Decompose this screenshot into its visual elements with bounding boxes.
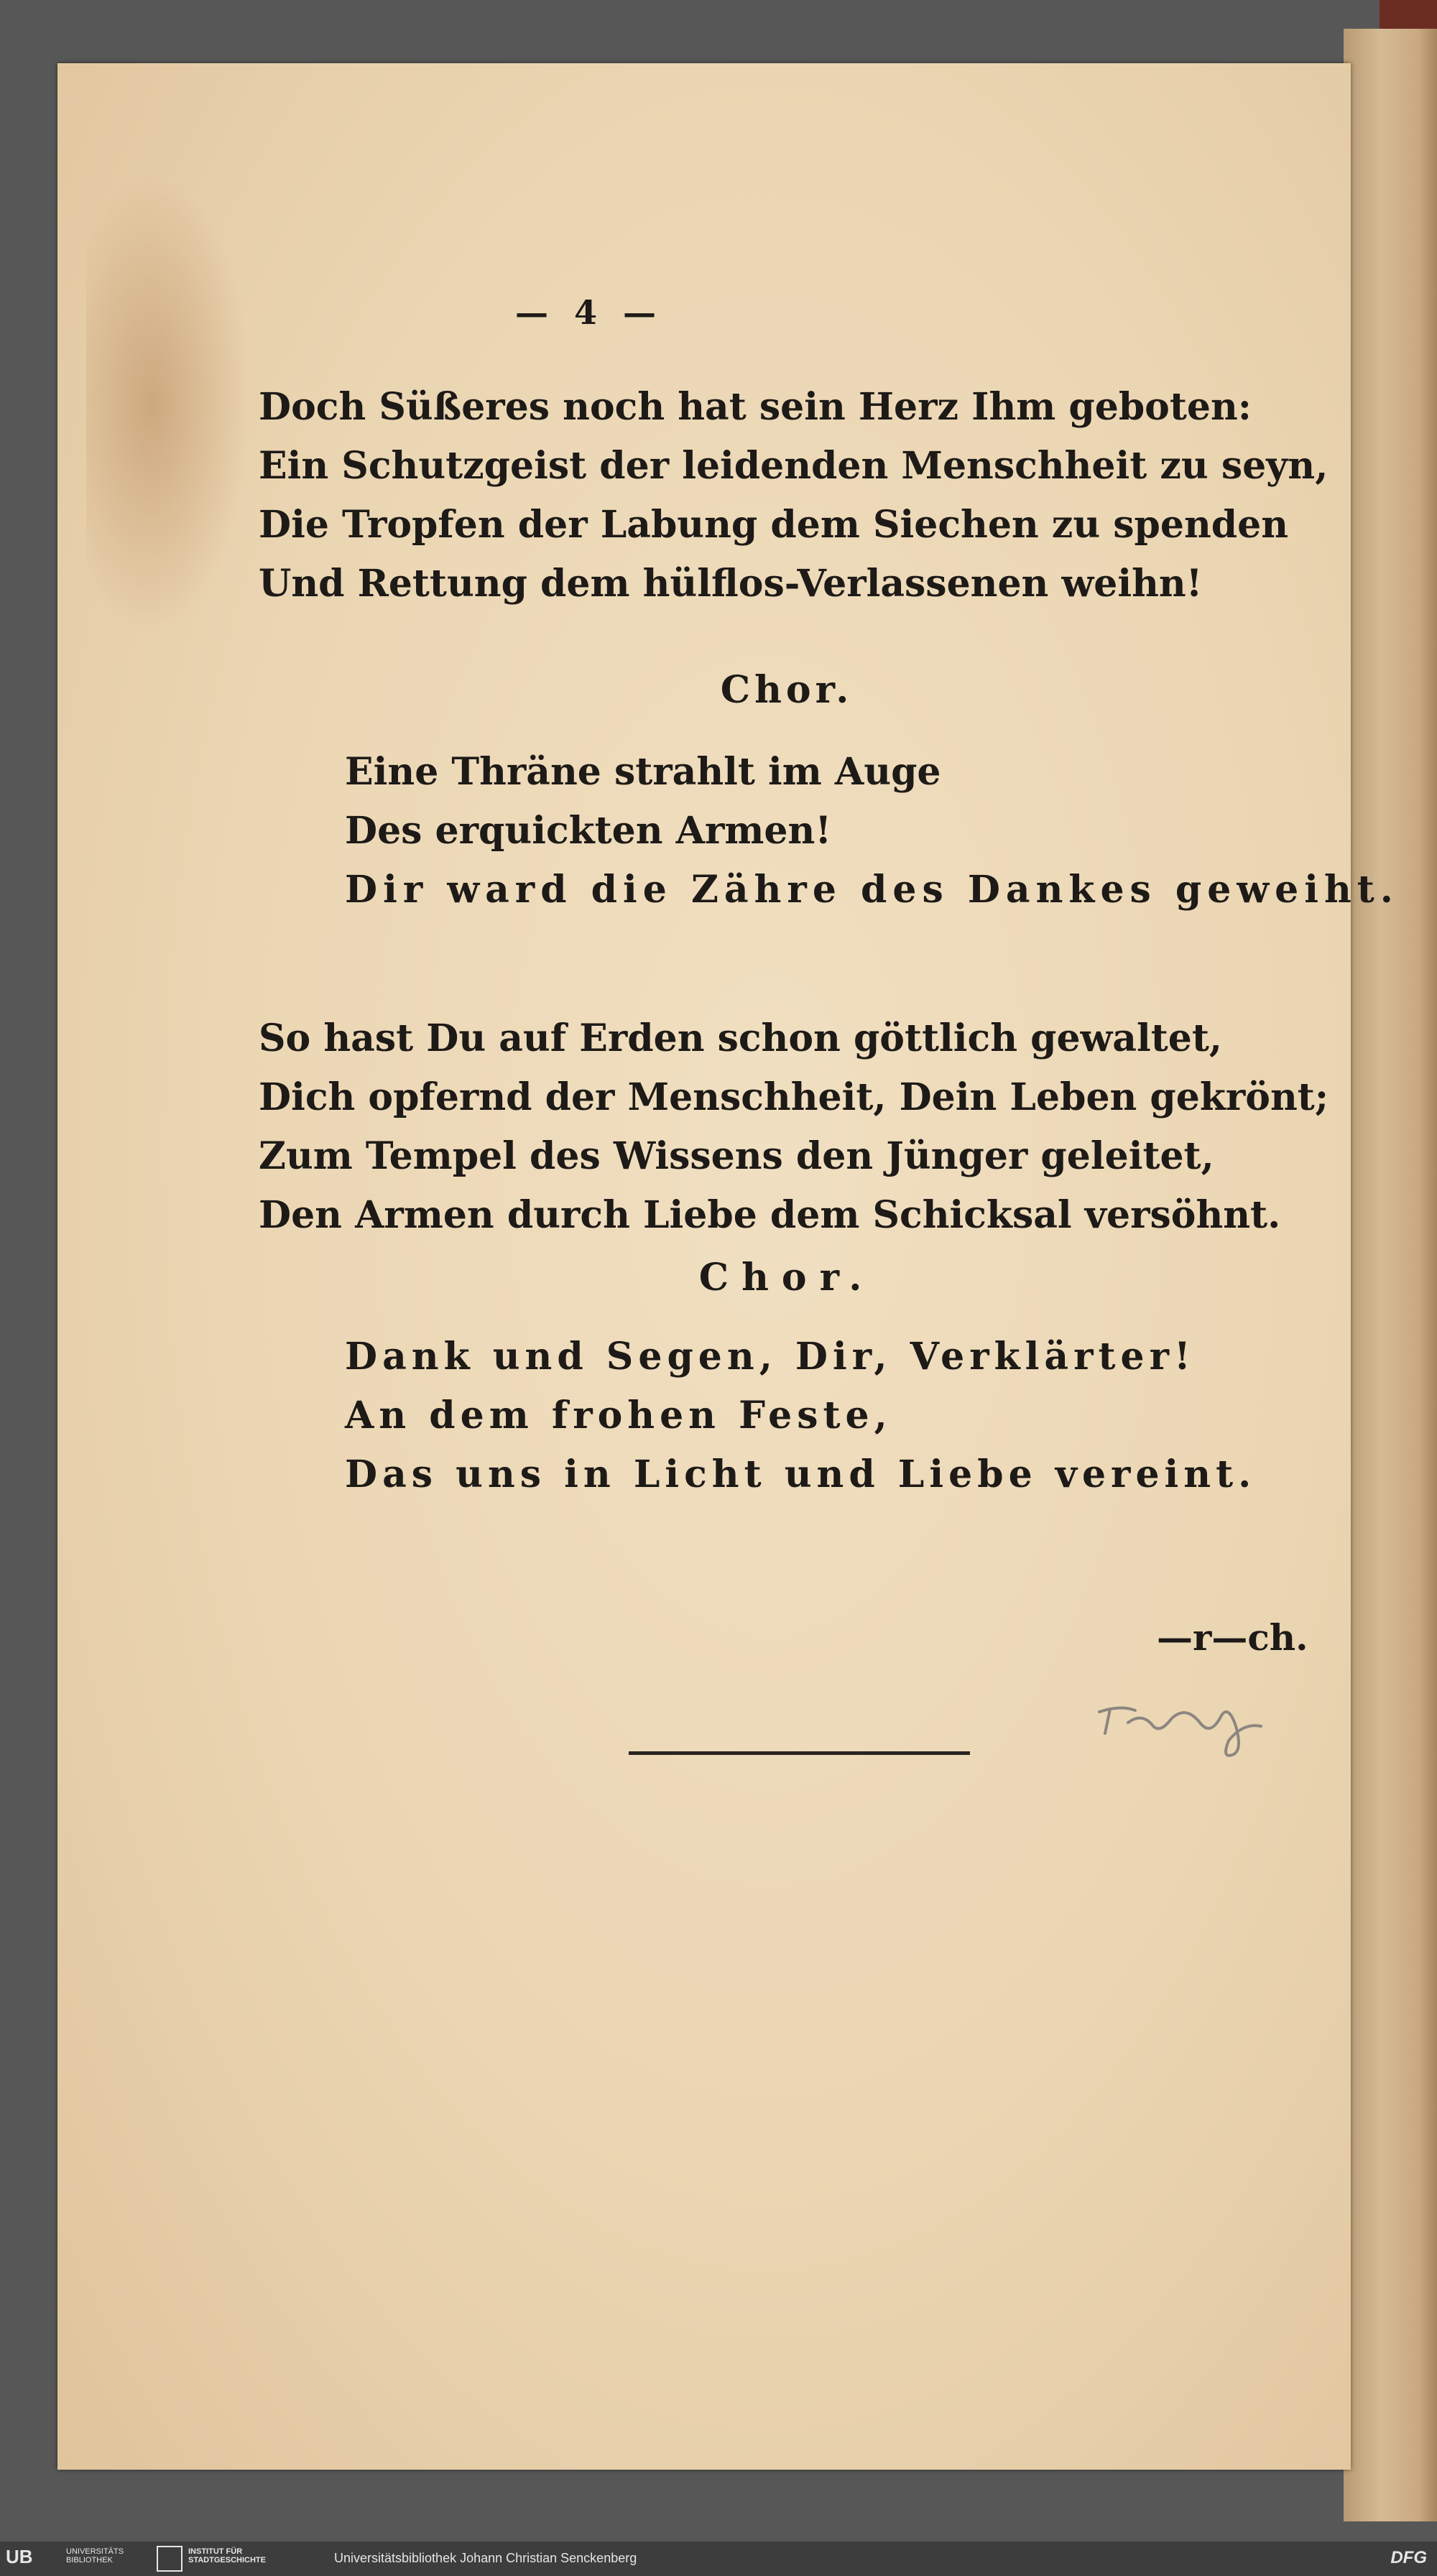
verse-line: Dir ward die Zähre des Dankes geweiht. <box>345 868 1399 912</box>
verse-line: Und Rettung dem hülflos-Verlassenen weihn! <box>259 562 1203 606</box>
scanned-page <box>57 63 1399 2470</box>
verse-line: Eine Thräne strahlt im Auge <box>345 750 941 794</box>
verse-line: Zum Tempel des Wissens den Jünger geleitet, <box>259 1134 1214 1178</box>
pencil-annotation <box>1092 1683 1272 1762</box>
verse-line: Dich opfernd der Menschheit, Dein Leben gekrönt; <box>259 1075 1329 1119</box>
ub-logo: UB <box>6 2546 33 2567</box>
page-stain <box>86 171 251 638</box>
verse-line: Das uns in Licht und Liebe vereint. <box>345 1453 1257 1496</box>
stanza-1 <box>259 378 1328 613</box>
page-number: — 4 — <box>514 293 664 332</box>
institute-logo-icon <box>157 2546 182 2572</box>
chorus-2 <box>345 1328 1256 1504</box>
verse-line: So hast Du auf Erden schon göttlich gewaltet, <box>259 1016 1222 1060</box>
author-signature: —r—ch. <box>1157 1616 1308 1659</box>
section-divider <box>629 1751 970 1755</box>
dfg-logo: DFG <box>1390 2548 1427 2567</box>
chorus-heading: Chor. <box>720 668 854 712</box>
verse-line: Doch Süßeres noch hat sein Herz Ihm geboten: <box>259 385 1252 429</box>
verse-line: Die Tropfen der Labung dem Siechen zu spenden <box>259 503 1289 547</box>
verse-line: Dank und Segen, Dir, Verklärter! <box>345 1335 1196 1379</box>
verse-line: Des erquickten Armen! <box>345 809 832 853</box>
verse-line: Den Armen durch Liebe dem Schicksal versöhnt. <box>259 1193 1281 1237</box>
viewer-footer <box>0 2542 1437 2576</box>
chorus-1 <box>345 743 1399 919</box>
stanza-2 <box>259 1009 1329 1245</box>
institute-logo-text: INSTITUT FÜR STADTGESCHICHTE <box>188 2547 266 2565</box>
verse-line: Ein Schutzgeist der leidenden Menschheit zu seyn, <box>259 444 1329 488</box>
chorus-heading: Chor. <box>698 1256 875 1299</box>
book-page-edge <box>1344 29 1437 2521</box>
verse-line: An dem frohen Feste, <box>345 1394 892 1437</box>
ub-logo-text: UNIVERSITÄTS BIBLIOTHEK <box>66 2547 124 2565</box>
library-credit: Universitätsbibliothek Johann Christian Senckenberg <box>334 2551 637 2565</box>
